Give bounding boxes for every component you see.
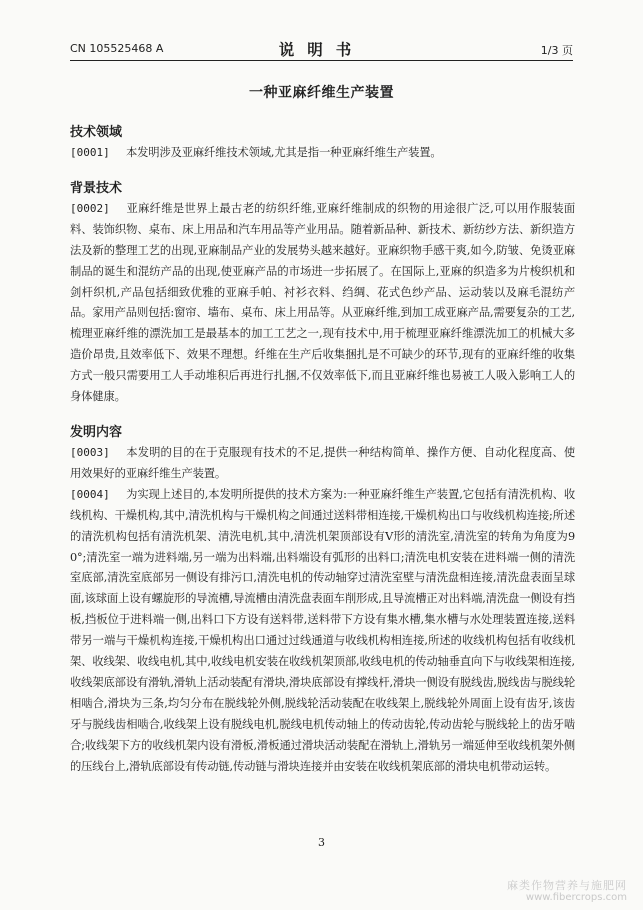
document-body: [70, 118, 575, 777]
paragraph-0003: [70, 443, 575, 485]
document-type: 说明书: [278, 40, 365, 59]
site-watermark: [507, 880, 627, 904]
page-indicator: 1/3 页: [540, 44, 573, 57]
paragraph-0004: [70, 485, 575, 778]
patent-number: CN 105525468 A: [70, 42, 164, 55]
paragraph-text: 本发明涉及亚麻纤维技术领域,尤其是指一种亚麻纤维生产装置。: [126, 146, 442, 159]
paragraph-text: 为实现上述目的,本发明所提供的技术方案为:一种亚麻纤维生产装置,它包括有清洗机构、收线机构、干燥机构,其中,清洗机构与干燥机构之间通过送料带相连接,干燥机构出口与收线机构连接;所述的清洗机构包括有清洗机架、清洗电机,其中,清洗机架顶部设有V形的清洗室,清洗室的转角为角度为90°;清洗室一端为进料端,另一端为出料端,出料端设有弧形的出料口;清洗电机安装在进料端一侧的清洗室底部,清洗室底部另一侧设有排污口,清洗电机的传动轴穿过清洗室壁与清洗盘相连接,清洗盘表面呈球面,该球面上设有螺旋形的导流槽,导流槽由清洗盘表面车削形成,且导流槽正对出料端,清洗盘一侧设有挡板,挡板位于进料端一侧,出料口下方设有送料带,送料带下方设有集水槽,集水槽与水处理装置连接,送料带另一端与干燥机构连接,干燥机构出口通过过线通道与收线机构相连接,所述的收线机构包括有收线机架、收线架、收线电机,其中,收线电机安装在收线机架顶部,收线电机的传动轴垂直向下与收线架相连接,收线架底部设有滑轨,滑轨上活动装配有滑块,滑块底部设有撑线杆,滑块一侧设有脱线齿,脱线齿与脱线轮相啮合,滑块为三条,均匀分布在脱线轮外侧,脱线轮活动装配在收线架上,脱线轮外周面上设有齿牙,该齿牙与脱线齿相啮合,收线架上设有脱线电机,脱线电机传动轴上的传动齿轮,传动齿轮与脱线轮上的齿牙啮合;收线架下方的收线机架内设有滑板,滑板通过滑块活动装配在滑轨上,滑轨另一端延伸至收线机架外侧的压线台上,滑轨底部设有传动链,传动链与滑块连接并由安装在收线机架底部的滑块电机带动运转。: [70, 487, 575, 773]
paragraph-0001: [70, 143, 575, 164]
paragraph-text: 本发明的目的在于克服现有技术的不足,提供一种结构简单、操作方便、自动化程度高、使用效果好的亚麻纤维生产装置。: [70, 445, 575, 480]
paragraph-0002: [70, 199, 575, 408]
watermark-site-name: 麻类作物营养与施肥网: [507, 879, 627, 892]
section-heading-technical-field: 技术领域: [70, 125, 123, 140]
paragraph-number: [0004]: [70, 487, 110, 501]
section-heading-summary: 发明内容: [70, 424, 123, 440]
paragraph-number: [0001]: [70, 146, 110, 159]
paragraph-number: [0003]: [70, 445, 110, 459]
page-header: [70, 38, 573, 61]
watermark-url: www.fibercrops.com: [525, 892, 627, 903]
section-heading-background: 背景技术: [70, 180, 123, 196]
paragraph-number: [0002]: [70, 201, 110, 215]
paragraph-text: 亚麻纤维是世界上最古老的纺织纤维,亚麻纤维制成的织物的用途很广泛,可以用作服装面料、装饰织物、桌布、床上用品和汽车用品等产业用品。随着新品种、新技术、新纺纱方法、新织造方法及新的整理工艺的出现,亚麻制品产业的发展势头越来越好。亚麻织物手感干爽,如今,防皱、免烫亚麻制品的诞生和混纺产品的出现,使亚麻产品的市场进一步拓展了。在国际上,亚麻的织造多为片梭织机和剑杆织机,产品包括细致优雅的亚麻手帕、衬衫衣料、绉绸、花式色纱产品、运动装以及麻毛混纺产品。家用产品则包括:窗帘、墙布、桌布、床上用品等。从亚麻纤维,到加工成亚麻产品,需要复杂的工艺,梳理亚麻纤维的漂洗加工是最基本的加工工艺之一,现有技术中,用于梳理亚麻纤维漂洗加工的机械大多造价昂贵,且效率低下、效果不理想。纤维在生产后收集捆扎是不可缺少的环节,现有的亚麻纤维的收集方式一般只需要用工人手动堆积后再进行扎捆,不仅效率低下,而且亚麻纤维也易被工人吸入影响工人的身体健康。: [70, 201, 575, 404]
document-title: 一种亚麻纤维生产装置: [249, 85, 394, 101]
page-number: 3: [318, 836, 325, 849]
